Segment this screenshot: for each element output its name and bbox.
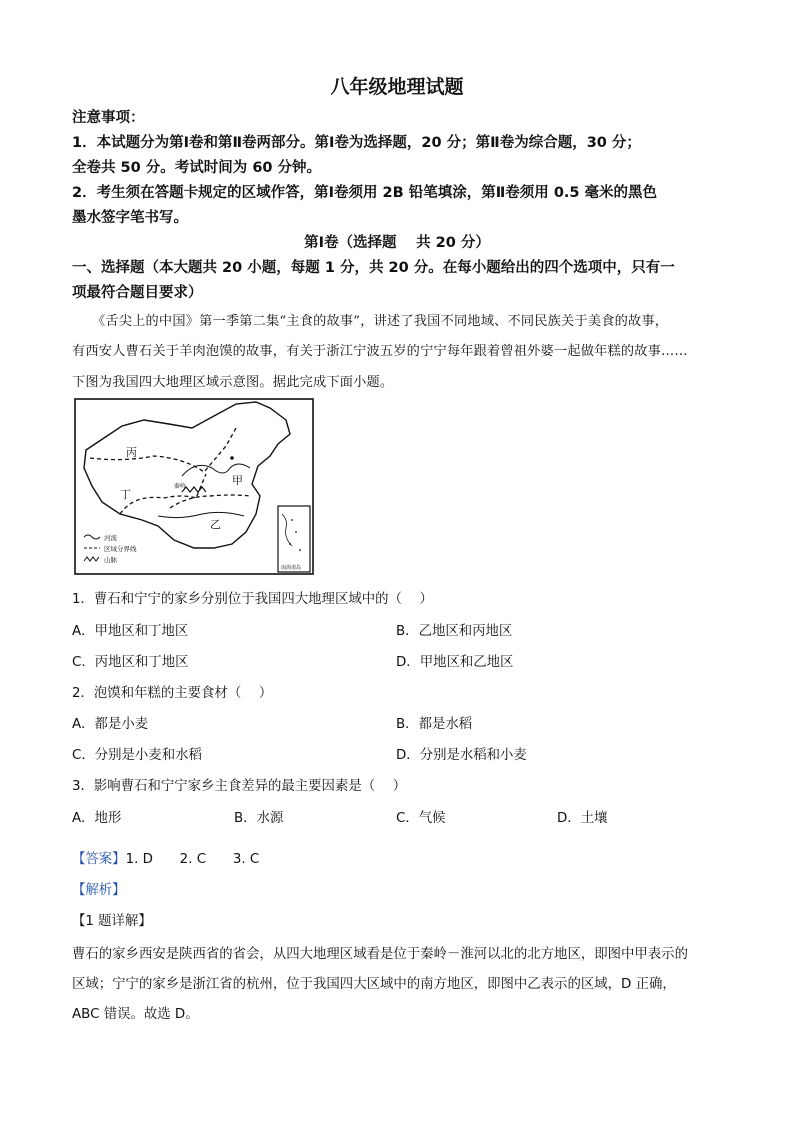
question-2-option-d[interactable]: D．分别是水稻和小麦: [396, 748, 527, 763]
passage-line-1: 《舌尖上的中国》第一季第二集“主食的故事”，讲述了我国不同地域、不同民族关于美食的故事，: [92, 314, 669, 329]
question-3-stem: 3．影响曹石和宁宁家乡主食差异的最主要因素是（ ）: [72, 779, 407, 794]
note-item-2-line-1: 2．考生须在答题卡规定的区域作答，第Ⅰ卷须用 2B 铅笔填涂，第Ⅱ卷须用 0.5 毫米的黑色: [72, 185, 658, 201]
note-item-1-line-1: 1．本试题分为第Ⅰ卷和第Ⅱ卷两部分。第Ⅰ卷为选择题，20 分；第Ⅱ卷为综合题，30 分；: [72, 135, 641, 151]
legend-boundary: 区域分界线: [104, 545, 137, 553]
answer-label: 【答案】: [72, 852, 126, 867]
question-3-option-a[interactable]: A．地形: [72, 811, 122, 826]
question-1-option-b[interactable]: B．乙地区和丙地区: [396, 624, 513, 639]
mountain-label: 秦岭: [174, 483, 187, 490]
question-2-option-b[interactable]: B．都是水稻: [396, 717, 473, 732]
question-1-option-c[interactable]: C．丙地区和丁地区: [72, 655, 189, 670]
note-item-2-line-2: 墨水签字笔书写。: [72, 210, 188, 226]
region-label-yi: 乙: [210, 518, 221, 531]
capital-marker: [230, 456, 234, 460]
answer-value: 1. D 2. C 3. C: [125, 852, 260, 867]
region-label-bing: 丙: [126, 446, 137, 459]
region-label-jia: 甲: [232, 474, 243, 487]
china-regions-map: [74, 398, 314, 575]
part-intro-line-1: 一、选择题（本大题共 20 小题，每题 1 分，共 20 分。在每小题给出的四个选项中，只有一: [72, 260, 675, 276]
detail-label: 【1 题详解】: [72, 914, 152, 929]
question-1-stem: 1．曹石和宁宁的家乡分别位于我国四大地理区域中的（ ）: [72, 592, 433, 607]
question-3-option-b[interactable]: B．水源: [234, 811, 284, 826]
south-china-sea-inset: [278, 506, 310, 572]
question-2-option-c[interactable]: C．分别是小麦和水稻: [72, 748, 202, 763]
passage-line-3: 下图为我国四大地理区域示意图。据此完成下面小题。: [72, 375, 394, 390]
section-heading: 第Ⅰ卷（选择题 共 20 分）: [304, 235, 490, 251]
explanation-line-2: 区域；宁宁的家乡是浙江省的杭州，位于我国四大区域中的南方地区，即图中乙表示的区域，D 正确，: [72, 977, 676, 992]
analysis-label: 【解析】: [72, 883, 126, 898]
passage-line-2: 有西安人曹石关于羊肉泡馍的故事，有关于浙江宁波五岁的宁宁每年跟着曾祖外婆一起做年糕的故事……: [72, 344, 688, 359]
question-3-option-c[interactable]: C．气候: [396, 811, 446, 826]
note-item-1-line-2: 全卷共 50 分。考试时间为 60 分钟。: [72, 160, 322, 176]
explanation-line-1: 曹石的家乡西安是陕西省的省会，从四大地理区域看是位于秦岭－淮河以北的北方地区，即图中甲表示的: [72, 947, 688, 962]
inset-label: 南海诸岛: [281, 565, 302, 571]
part-intro-line-2: 项最符合题目要求）: [72, 285, 203, 301]
question-1-option-d[interactable]: D．甲地区和乙地区: [396, 655, 514, 670]
answer-line: [72, 848, 259, 867]
question-3-option-d[interactable]: D．土壤: [557, 811, 608, 826]
legend-mountain: 山脉: [104, 556, 117, 564]
notes-heading: 注意事项：: [72, 110, 145, 126]
page-title: 八年级地理试题: [330, 76, 464, 98]
legend-river: 河流: [104, 534, 117, 542]
region-label-ding: 丁: [120, 488, 131, 501]
question-1-option-a[interactable]: A．甲地区和丁地区: [72, 624, 189, 639]
question-2-option-a[interactable]: A．都是小麦: [72, 717, 149, 732]
question-2-stem: 2．泡馍和年糕的主要食材（ ）: [72, 686, 273, 701]
explanation-line-3: ABC 错误。故选 D。: [72, 1007, 199, 1022]
